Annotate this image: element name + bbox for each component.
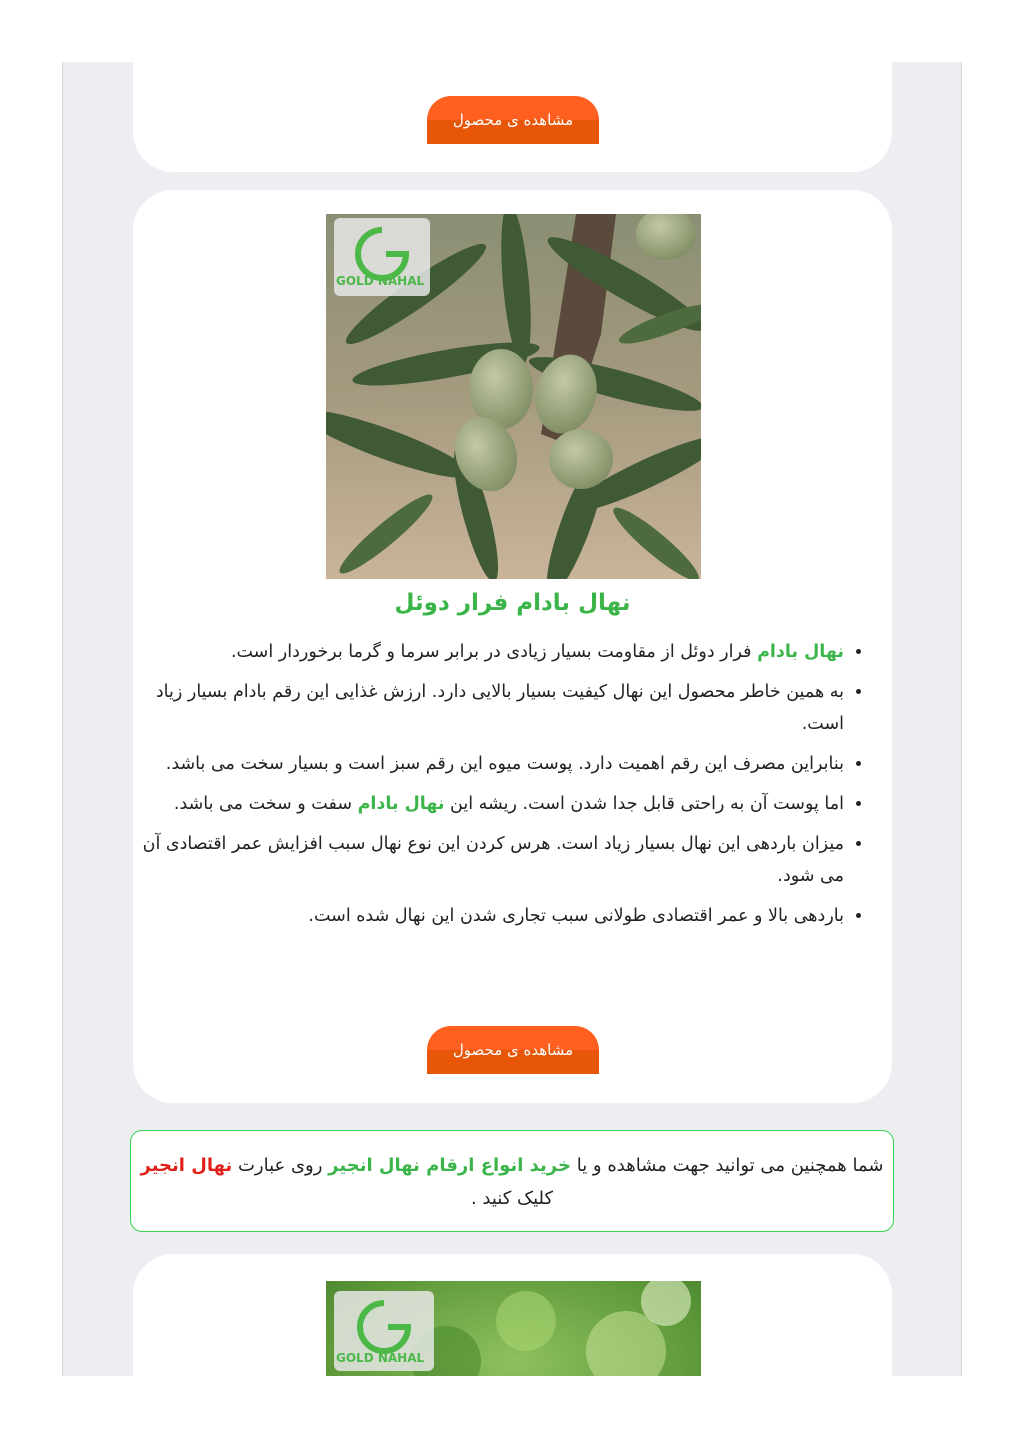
feature-item <box>142 828 844 892</box>
body-text: فرار دوئل از مقاومت بسیار زیادی در برابر سرما و گرما برخوردار است. <box>230 642 758 662</box>
body-text: سفت و سخت می باشد. <box>173 794 358 814</box>
next-product-image[interactable] <box>326 1281 701 1376</box>
view-product-button[interactable]: مشاهده ی محصول <box>427 1026 599 1074</box>
previous-product-card <box>133 62 892 172</box>
body-text: میزان باردهی این نهال بسیار زیاد است. هرس کردن این نوع نهال سبب افزایش عمر اقتصادی آن می شود. <box>142 834 844 886</box>
feature-item <box>142 788 844 820</box>
view-product-button[interactable]: مشاهده ی محصول <box>427 96 599 144</box>
next-product-card <box>133 1254 892 1376</box>
link-text[interactable]: نهال بادام <box>357 794 445 814</box>
link-text[interactable]: نهال بادام <box>757 642 844 662</box>
link-text[interactable]: نهال انجیر <box>140 1155 233 1176</box>
page-container <box>62 62 962 1376</box>
feature-item <box>142 636 844 668</box>
body-text: بنابراین مصرف این رقم اهمیت دارد. پوست میوه این رقم سبز است و بسیار سخت می باشد. <box>165 754 844 774</box>
body-text: باردهی بالا و عمر اقتصادی طولانی سبب تجاری شدن این نهال شده است. <box>308 906 844 926</box>
feature-item <box>142 676 844 740</box>
link-text[interactable]: خرید انواع ارقام نهال انجیر <box>328 1155 571 1176</box>
product-card <box>133 190 892 1103</box>
feature-item <box>142 900 844 932</box>
body-text: روی عبارت <box>232 1155 329 1176</box>
logo-text: GOLD NAHAL <box>336 1351 425 1365</box>
body-text: اما پوست آن به راحتی قابل جدا شدن است. ریشه این <box>444 794 844 814</box>
product-title: نهال بادام فرار دوئل <box>394 590 631 616</box>
fig-saplings-notice <box>130 1130 894 1232</box>
product-image[interactable] <box>326 214 701 579</box>
almond-tree-photo <box>326 214 701 579</box>
logo-text: GOLD NAHAL <box>336 274 425 288</box>
body-text: کلیک کنید . <box>470 1188 554 1209</box>
body-text: به همین خاطر محصول این نهال کیفیت بسیار بالایی دارد. ارزش غذایی این رقم بادام بسیار زیاد است. <box>155 682 844 734</box>
feature-list <box>142 636 862 940</box>
body-text: شما همچنین می توانید جهت مشاهده و یا <box>570 1155 884 1176</box>
feature-item <box>142 748 844 780</box>
